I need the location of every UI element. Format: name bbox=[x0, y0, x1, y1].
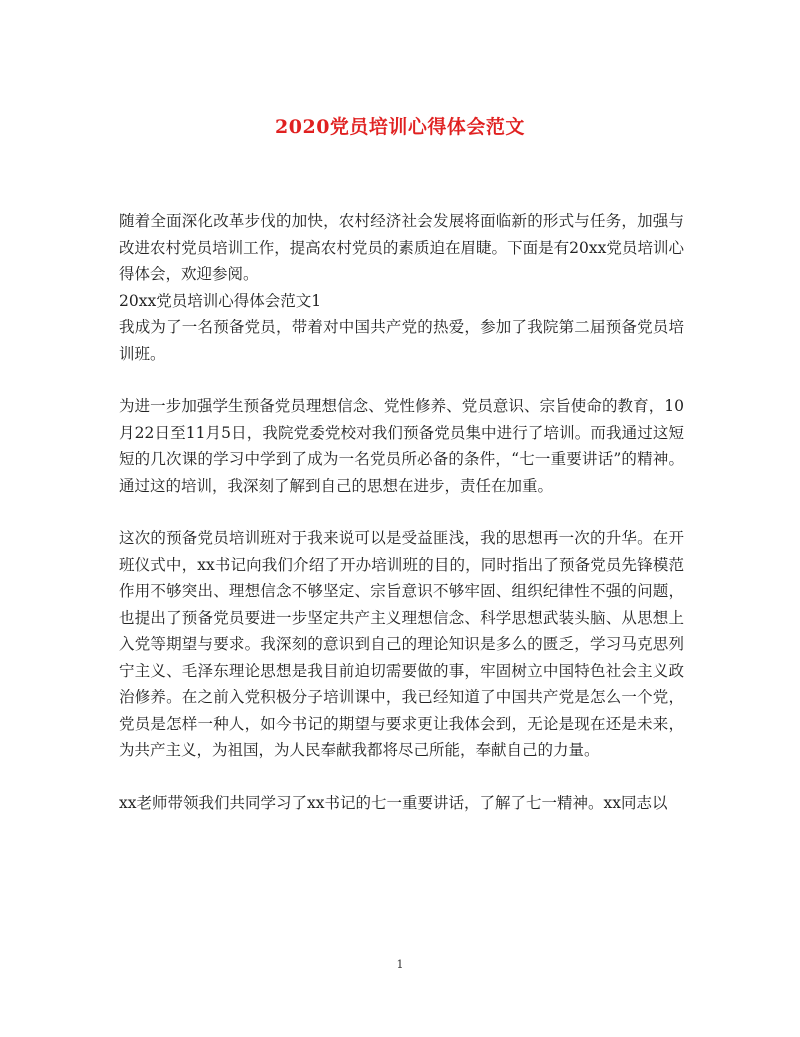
body-paragraph: 这次的预备党员培训班对于我来说可以是受益匪浅，我的思想再一次的升华。在开班仪式中，xx书记向我们介绍了开办培训班的目的，同时指出了预备党员先锋模范作用不够突出、理想信念不够坚定、宗旨意识不够牢固、组织纪律性不强的问题，也提出了预备党员要进一步坚定共产主义理想信念、科学思想武装头脑、从思想上入党等期望与要求。我深刻的意识到自己的理论知识是多么的匮乏，学习马克思列宁主义、毛泽东理论思想是我目前迫切需要做的事，牢固树立中国特色社会主义政治修养。在之前入党积极分子培训课中，我已经知道了中国共产党是怎么一个党，党员是怎样一种人，如今书记的期望与要求更让我体会到，无论是现在还是未来，为共产主义，为祖国，为人民奉献我都将尽己所能，奉献自己的力量。 bbox=[119, 529, 684, 759]
document-title: 2020党员培训心得体会范文 bbox=[275, 116, 525, 138]
intro-paragraph: 随着全面深化改革步伐的加快，农村经济社会发展将面临新的形式与任务，加强与改进农村党员培训工作，提高农村党员的素质迫在眉睫。下面是有20xx党员培训心得体会，欢迎参阅。 bbox=[119, 212, 684, 283]
body-paragraph: 为进一步加强学生预备党员理想信念、党性修养、党员意识、宗旨使命的教育，10月22日至11月5日，我院党委党校对我们预备党员集中进行了培训。而我通过这短短的几次课的学习中学到了成为一名党员所必备的条件，“七一重要讲话”的精神。通过这的培训，我深刻了解到自己的思想在进步，责任在加重。 bbox=[119, 397, 684, 495]
body-paragraph: xx老师带领我们共同学习了xx书记的七一重要讲话，了解了七一精神。xx同志以 bbox=[119, 793, 668, 812]
document-body bbox=[119, 208, 684, 816]
section-heading: 20xx党员培训心得体会范文1 bbox=[119, 291, 322, 310]
page-number: 1 bbox=[396, 958, 404, 971]
body-paragraph: 我成为了一名预备党员，带着对中国共产党的热爱，参加了我院第二届预备党员培训班。 bbox=[119, 318, 684, 363]
